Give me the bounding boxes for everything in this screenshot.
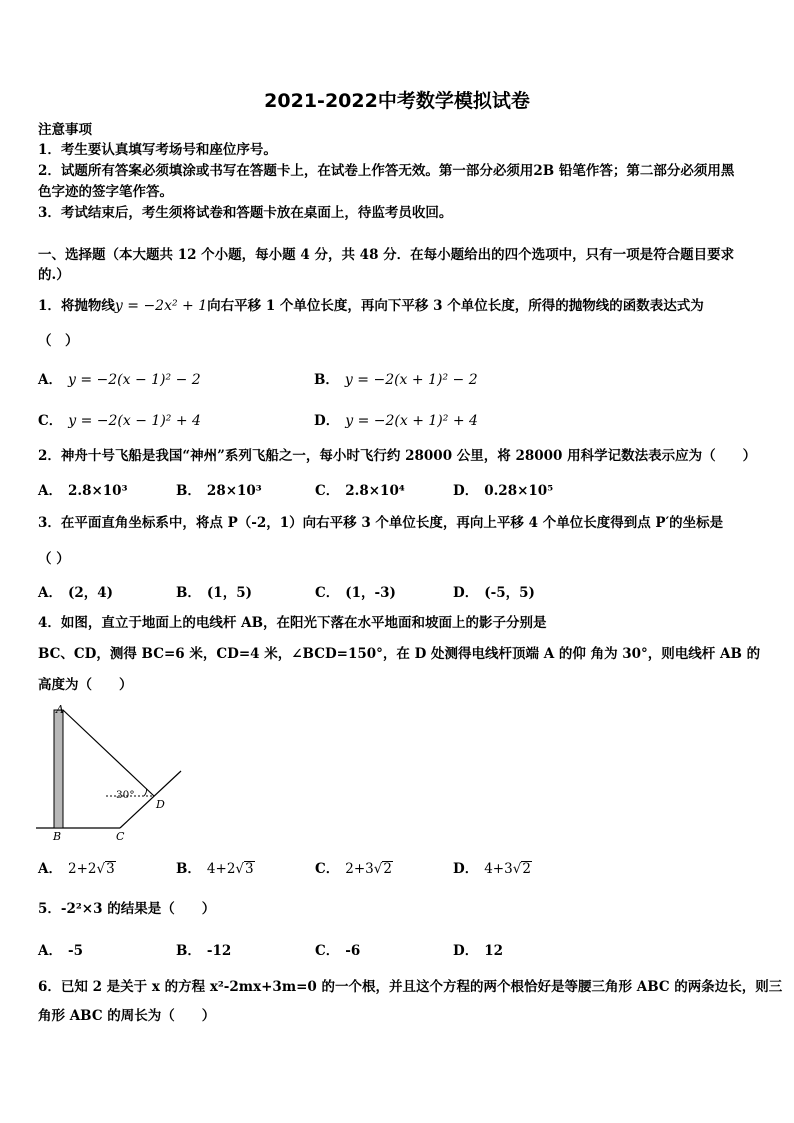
q4-option-b: B． 4+2√3 — [176, 861, 254, 877]
q2-option-a: A． 2.8×10³ — [38, 483, 128, 499]
page-title: 2021-2022中考数学模拟试卷 — [264, 90, 530, 112]
q3-option-d: D． (-5，5) — [453, 585, 535, 601]
q1-option-a: A． y = −2(x − 1)² − 2 — [38, 372, 201, 388]
question-5: 5．-2²×3 的结果是（ ） — [38, 901, 216, 917]
notice-item: 2．试题所有答案必须填涂或书写在答题卡上，在试卷上作答无效。第一部分必须用2B 铅笔作答；第二部分必须用黑 — [38, 163, 735, 179]
q3-option-b: B． (1，5) — [176, 585, 252, 601]
question-6: 6．已知 2 是关于 x 的方程 x²-2mx+3m=0 的一个根，并且这个方程的两个根恰好是等腰三角形 ABC 的两条边长，则三 — [38, 979, 783, 995]
q3-paren: （ ） — [38, 551, 70, 567]
q2-option-b: B． 28×10³ — [176, 483, 262, 499]
q5-option-d: D． 12 — [453, 943, 504, 959]
q1-suffix: 向右平移 1 个单位长度，再向下平移 3 个单位长度，所得的抛物线的函数表达式为 — [207, 298, 704, 314]
label-b: B — [53, 830, 62, 843]
question-4-line2: BC、CD，测得 BC=6 米，CD=4 米，∠BCD=150°，在 D 处测得电线杆顶端 A 的仰 角为 30°，则电线杆 AB 的 — [38, 646, 761, 662]
question-6-line2: 角形 ABC 的周长为（ ） — [38, 1008, 216, 1024]
notice-item: 3．考试结束后，考生须将试卷和答题卡放在桌面上，待监考员收回。 — [38, 205, 453, 221]
q3-option-a: A． (2，4) — [38, 585, 114, 601]
q3-option-c: C． (1，-3) — [315, 585, 396, 601]
pole — [54, 710, 63, 828]
q5-option-b: B． -12 — [176, 943, 232, 959]
angle-label: 30° — [116, 789, 135, 801]
notice-item: 1．考生要认真填写考场号和座位序号。 — [38, 142, 277, 158]
q2-option-d: D． 0.28×10⁵ — [453, 483, 554, 499]
q5-option-a: A． -5 — [38, 943, 83, 959]
q1-option-b: B． y = −2(x + 1)² − 2 — [314, 372, 478, 388]
section-heading-cont: 的.） — [38, 267, 70, 283]
sun-ray — [63, 710, 154, 796]
q1-paren: （ ） — [38, 333, 79, 349]
q1-prefix: 1．将抛物线 — [38, 298, 115, 314]
notice-item: 色字迹的签字笔作答。 — [38, 184, 173, 200]
q1-option-d: D． y = −2(x + 1)² + 4 — [314, 413, 478, 429]
q1-expr: y = −2x² + 1 — [114, 298, 208, 314]
question-4: 4．如图，直立于地面上的电线杆 AB，在阳光下落在水平地面和坡面上的影子分别是 — [38, 615, 547, 631]
label-a: A — [56, 703, 64, 716]
q4-option-d: D． 4+3√2 — [453, 861, 531, 877]
q4-option-a: A． 2+2√3 — [38, 861, 115, 877]
label-d: D — [156, 798, 165, 811]
question-4-line3: 高度为（ ） — [38, 677, 133, 693]
question-2: 2．神舟十号飞船是我国“神州”系列飞船之一，每小时飞行约 28000 公里，将 28000 用科学记数法表示应为（ ） — [38, 448, 757, 464]
q2-option-c: C． 2.8×10⁴ — [315, 483, 405, 499]
question-1 — [38, 296, 704, 316]
notice-heading: 注意事项 — [38, 122, 92, 138]
label-c: C — [116, 830, 125, 843]
q4-option-c: C． 2+3√2 — [315, 861, 392, 877]
q5-option-c: C． -6 — [315, 943, 361, 959]
q1-option-c: C． y = −2(x − 1)² + 4 — [38, 413, 201, 429]
q4-figure — [36, 702, 186, 844]
angle-arc — [144, 789, 147, 796]
section-heading: 一、选择题（本大题共 12 个小题，每小题 4 分，共 48 分．在每小题给出的四个选项中，只有一项是符合题目要求 — [38, 247, 735, 263]
question-3: 3．在平面直角坐标系中，将点 P（-2，1）向右平移 3 个单位长度，再向上平移 4 个单位长度得到点 P′的坐标是 — [38, 515, 724, 531]
